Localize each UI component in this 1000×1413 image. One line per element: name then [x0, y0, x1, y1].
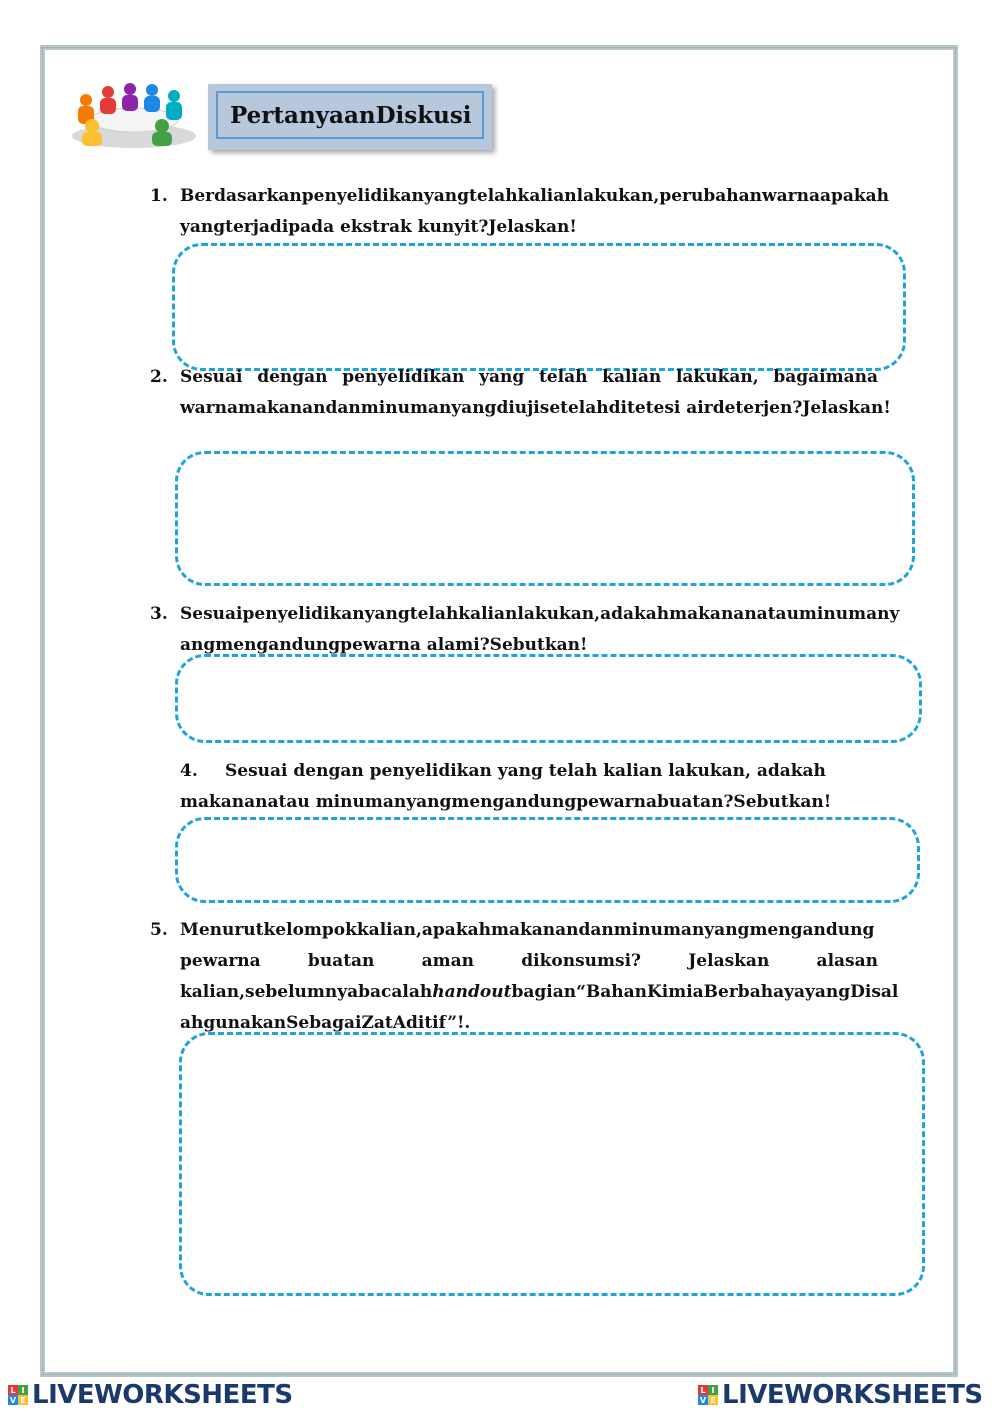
answer-box-4[interactable] — [175, 817, 920, 903]
question-text: kalian,sebelumnyabacalah — [180, 982, 433, 1002]
question-text: angmengandungpewarna alami?Sebutkan! — [180, 635, 588, 655]
question-number: 4. — [180, 761, 198, 781]
question-text: ahgunakanSebagaiZatAditif”!. — [180, 1013, 471, 1033]
question-text: Menurutkelompokkalian,apakahmakanandanminumanyangmengandung — [180, 920, 875, 940]
liveworksheets-logo-right — [698, 1381, 983, 1409]
question-text-line-3 — [180, 977, 898, 1008]
brand-name: LIVEWORKSHEETS — [722, 1380, 983, 1410]
page-title: PertanyaanDiskusi — [230, 101, 472, 129]
question-5 — [150, 915, 899, 1045]
meeting-table-people-icon — [64, 80, 204, 152]
question-text: Sesuai dengan penyelidikan yang telah kalian lakukan, bagaimana — [180, 367, 878, 387]
question-text: yangterjadipada ekstrak kunyit?Jelaskan! — [180, 217, 577, 237]
liveworksheets-icon: L I V E — [8, 1385, 28, 1405]
question-text: Sesuaipenyelidikanyangtelahkalianlakukan,adakahmakananatauminumany — [180, 604, 900, 624]
question-number: 3. — [150, 604, 168, 624]
handout-term: handout — [432, 982, 512, 1002]
question-text: Berdasarkanpenyelidikanyangtelahkalianlakukan,perubahanwarnaapakah — [180, 186, 890, 206]
brand-name: LIVEWORKSHEETS — [32, 1380, 293, 1410]
question-2 — [150, 362, 891, 426]
question-text: warnamakanandanminumanyangdiujisetelahditetesi airdeterjen?Jelaskan! — [180, 398, 891, 418]
question-1 — [150, 181, 890, 245]
question-number: 5. — [150, 920, 168, 940]
question-text: Sesuai dengan penyelidikan yang telah kalian lakukan, adakah — [225, 761, 826, 781]
question-number: 1. — [150, 186, 168, 206]
answer-box-2[interactable] — [175, 451, 915, 586]
question-text: pewarna buatan aman dikonsumsi? Jelaskan alasan — [180, 951, 878, 971]
answer-box-5[interactable] — [179, 1032, 925, 1296]
question-text: makananatau minumanyangmengandungpewarnabuatan?Sebutkan! — [180, 792, 832, 812]
question-4 — [180, 756, 880, 820]
answer-box-1[interactable] — [172, 243, 906, 371]
title-box — [208, 84, 492, 150]
liveworksheets-logo-left — [8, 1381, 293, 1409]
question-number: 2. — [150, 367, 168, 387]
liveworksheets-icon: L I V E — [698, 1385, 718, 1405]
answer-box-3[interactable] — [175, 654, 922, 743]
question-text: bagian“BahanKimiaBerbahayayangDisal — [511, 982, 899, 1002]
